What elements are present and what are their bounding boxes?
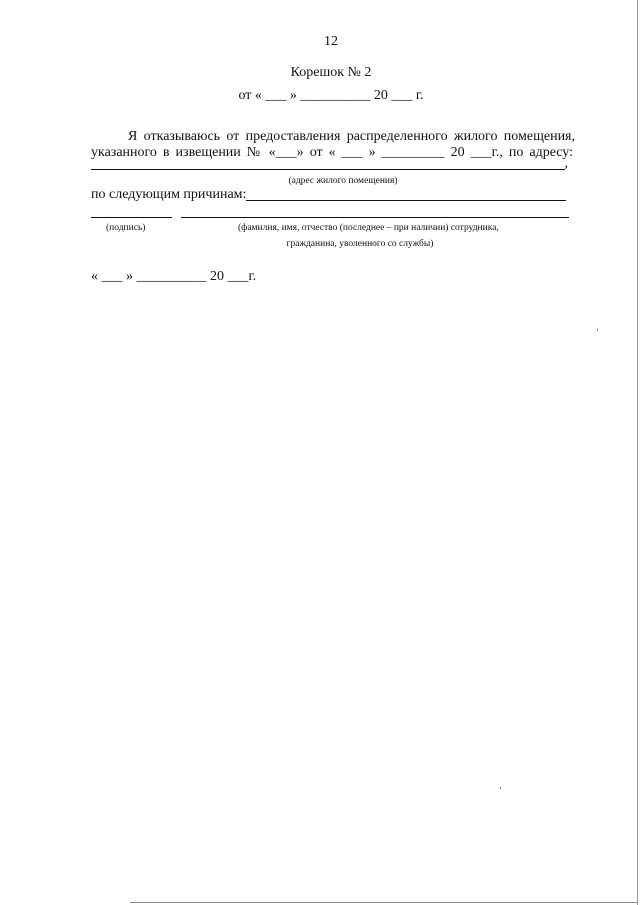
full-name-caption-line-2: гражданина, уволенного со службы) [286,239,434,249]
full-name-blank-line [181,217,569,218]
address-end-comma: , [564,156,568,171]
footer-date-line: « ___ » __________ 20 ___г. [91,269,257,284]
stub-date-line: от « ___ » __________ 20 ___ г. [238,88,424,103]
scan-speck [597,329,598,331]
reasons-field [91,187,566,203]
scan-border-right [637,0,638,905]
reasons-label: по следующим причинам: [91,187,247,202]
address-blank-line [91,168,565,170]
statement-line-1: Я отказываюсь от предоставления распределенного жилого помещения, [128,129,575,144]
address-field [91,156,568,172]
full-name-caption-line-1: (фамилия, имя, отчество (последнее – при наличии) сотрудника, [238,223,499,233]
reasons-blank-line [246,199,566,201]
page-number: 12 [324,34,338,49]
address-caption: (адрес жилого помещения) [288,176,398,186]
scan-speck [500,787,501,789]
statement-line-2: указанного в извещении № «___» от « ___ » _________ 20 ___г., по адресу: [91,145,573,160]
scan-border-bottom [130,902,637,903]
stub-title: Корешок № 2 [290,65,372,80]
signature-caption: (подпись) [106,223,146,233]
signature-blank-line [91,217,172,218]
